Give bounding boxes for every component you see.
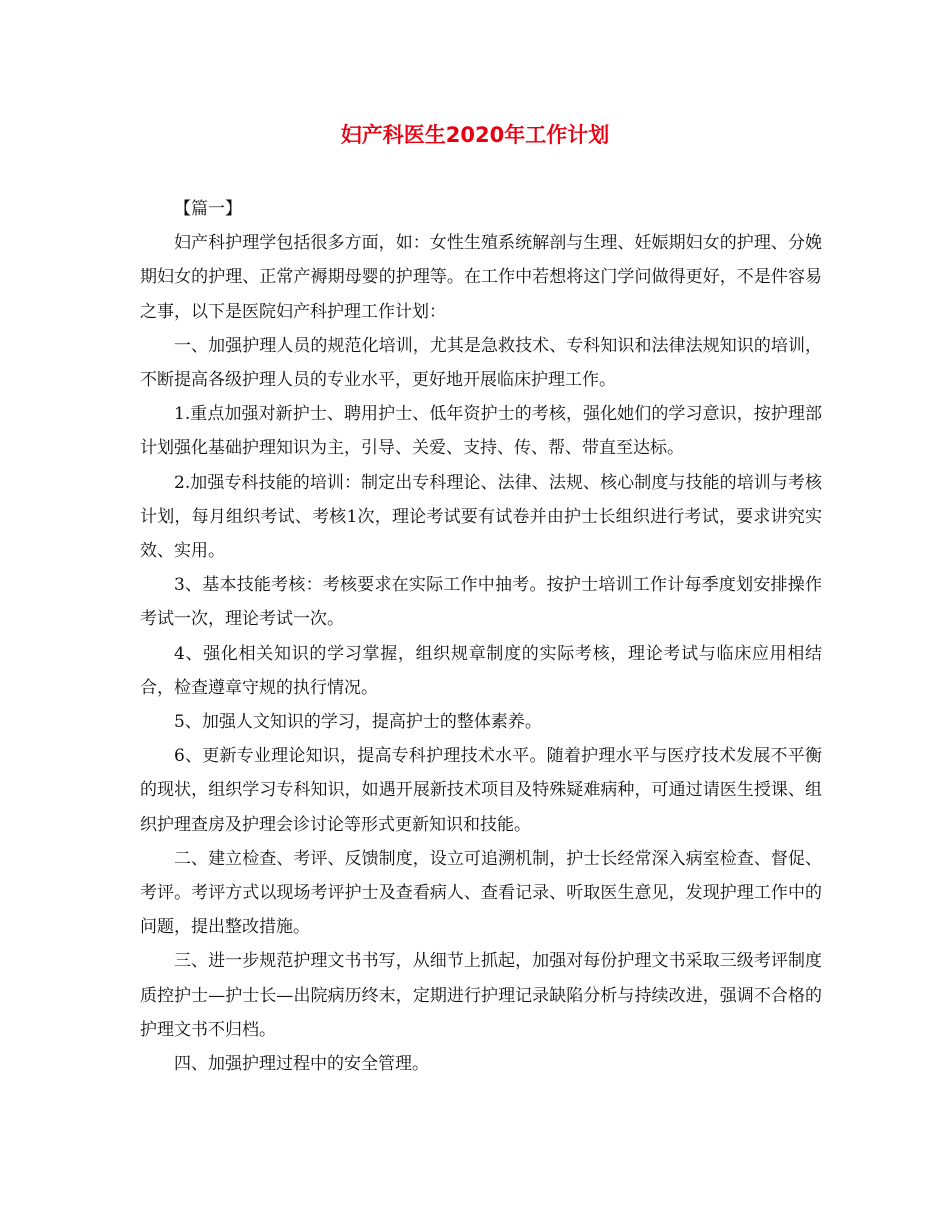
paragraph: 一、加强护理人员的规范化培训，尤其是急救技术、专科知识和法律法规知识的培训，不断提高各级护理人员的专业水平，更好地开展临床护理工作。 [140, 335, 822, 391]
paragraph: 2.加强专科技能的培训：制定出专科理论、法律、法规、核心制度与技能的培训与考核计划，每月组织考试、考核1次，理论考试要有试卷并由护士长组织进行考试，要求讲究实效、实用。 [140, 472, 822, 562]
paragraph: 6、更新专业理论知识，提高专科护理技术水平。随着护理水平与医疗技术发展不平衡的现状，组织学习专科知识，如遇开展新技术项目及特殊疑难病种，可通过请医生授课、组织护理查房及护理会诊讨论等形式更新知识和技能。 [140, 746, 822, 835]
paragraph: 5、加强人文知识的学习，提高护士的整体素养。 [174, 712, 542, 733]
paragraph: 二、建立检查、考评、反馈制度，设立可追溯机制，护士长经常深入病室检查、督促、考评。考评方式以现场考评护士及查看病人、查看记录、听取医生意见，发现护理工作中的问题，提出整改措施。 [140, 848, 822, 938]
document-title: 妇产科医生2020年工作计划 [340, 123, 610, 147]
paragraph: 3、基本技能考核：考核要求在实际工作中抽考。按护士培训工作计每季度划安排操作考试一次，理论考试一次。 [140, 575, 822, 630]
section-heading: 【篇一】 [174, 199, 242, 219]
document-body [140, 192, 822, 1081]
paragraph: 三、进一步规范护理文书书写，从细节上抓起，加强对每份护理文书采取三级考评制度质控护士—护士长—出院病历终末，定期进行护理记录缺陷分析与持续改进，强调不合格的护理文书不归档。 [140, 951, 822, 1040]
paragraph: 妇产科护理学包括很多方面，如：女性生殖系统解剖与生理、妊娠期妇女的护理、分娩期妇女的护理、正常产褥期母婴的护理等。在工作中若想将这门学问做得更好，不是件容易之事，以下是医院妇产科护理工作计划： [140, 233, 822, 322]
paragraph: 1.重点加强对新护士、聘用护士、低年资护士的考核，强化她们的学习意识，按护理部计划强化基础护理知识为主，引导、关爱、支持、传、帮、带直至达标。 [140, 404, 822, 459]
paragraph: 4、强化相关知识的学习掌握，组织规章制度的实际考核，理论考试与临床应用相结合，检查遵章守规的执行情况。 [140, 643, 822, 698]
paragraph: 四、加强护理过程中的安全管理。 [174, 1054, 429, 1075]
